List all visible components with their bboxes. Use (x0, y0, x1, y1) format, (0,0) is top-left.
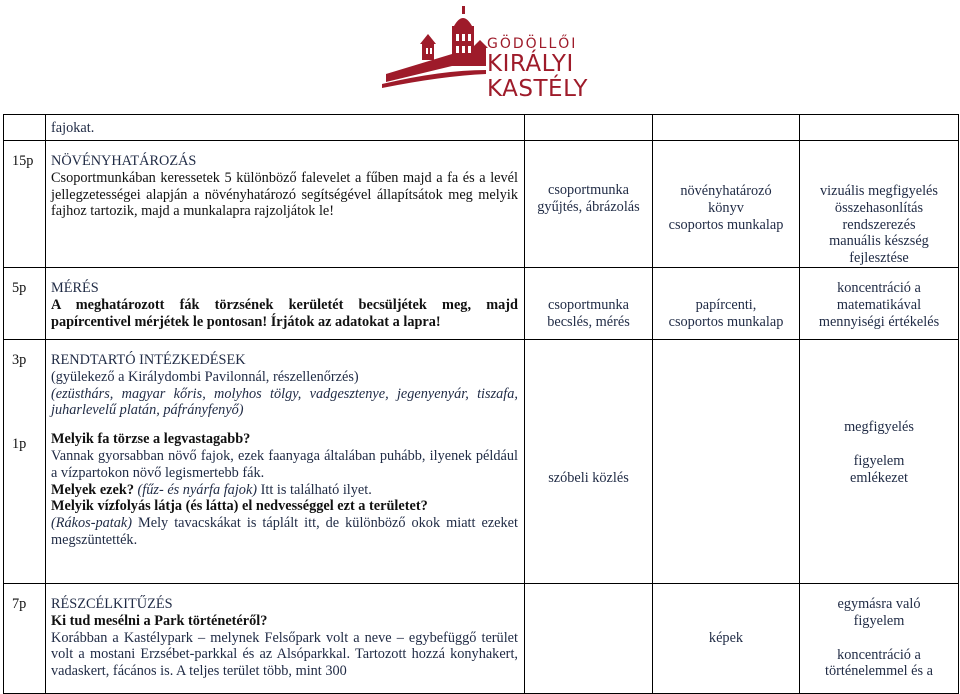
table-row (4, 339, 959, 583)
question-text: Ki tud mesélni a Park történetéről? (51, 612, 268, 629)
method-line: becslés, mérés (547, 313, 630, 330)
tools-line: papírcenti, (695, 296, 757, 313)
history-text: Korábban a Kastélypark – melynek Felsőpark volt a neve – egybefüggő terület volt a mostani Erzsébet-parkkal és az Alsóparkkal. Tartozott hozzá konyhakert, vadaskert, fácános is. A teljes terület több, mint 300 (51, 629, 518, 680)
row-text: fajokat. (51, 120, 95, 136)
skill-line: emlékezet (850, 469, 908, 486)
species-list: (ezüsthárs, magyar kőris, molyhos tölgy, vadgesztenye, jegenyenyár, tiszafa, juharlevelű platán, páfrányfenyő) (51, 385, 518, 419)
skills-cell (800, 583, 959, 693)
method-cell (525, 267, 653, 339)
task-text: Csoportmunkában keressetek 5 különböző falevelet a fűben majd a fa és a levél jellegzetességei alapján a növényhatározó segítségével állapítsátok meg melyik fajhoz tartozik, majd a munkalapra rajzoljátok le! (51, 169, 518, 220)
tools-line: csoportos munkalap (668, 313, 784, 330)
method-line: gyűjtés, ábrázolás (537, 198, 640, 215)
logo-text-godolloi: GÖDÖLLŐI (487, 36, 578, 52)
minutes-value: 7p (12, 595, 27, 612)
answer-text: (Rákos-patak) (51, 515, 132, 532)
description-cell (46, 267, 525, 339)
tools-line: képek (708, 629, 744, 646)
method-line: szóbeli közlés (548, 469, 629, 486)
lesson-plan-table (3, 114, 959, 694)
table-row (4, 267, 959, 339)
minutes-value: 1p (12, 435, 27, 452)
tools-line: csoportos munkalap (668, 216, 784, 233)
table-row (4, 115, 959, 141)
method-cell (525, 583, 653, 693)
skill-line: történelemmel és a (825, 663, 933, 680)
skills-cell (800, 339, 959, 583)
skill-line: mennyiségi értékelés (818, 313, 940, 330)
section-heading: RÉSZCÉLKITŰZÉS (51, 595, 173, 612)
section-heading: MÉRÉS (51, 279, 99, 296)
tools-cell (653, 583, 800, 693)
skill-line: egymásra való (837, 595, 921, 612)
minutes-value: 5p (12, 279, 27, 296)
logo-text-kiralyi: KIRÁLYI (487, 51, 574, 77)
minutes-cell (4, 141, 46, 268)
minutes-value: 3p (12, 351, 27, 368)
question-text: Melyik vízfolyás látja (és látta) el nedvességgel ezt a területet? (51, 498, 428, 515)
tools-cell (653, 115, 800, 141)
skill-line: koncentráció a (837, 279, 921, 296)
question-text: Melyik fa törzse a legvastagabb? (51, 431, 251, 448)
skill-line: összehasonlítás (834, 199, 924, 216)
skills-cell (800, 267, 959, 339)
description-cell (46, 141, 525, 268)
skills-cell (800, 141, 959, 268)
skill-line: fejlesztése (849, 250, 909, 267)
skill-line: figyelem (853, 612, 905, 629)
skill-line: koncentráció a (837, 646, 921, 663)
question-text: Melyek ezek? (51, 481, 134, 498)
method-line: csoportmunka (548, 296, 629, 313)
method-cell (525, 115, 653, 141)
skill-line: matematikával (836, 296, 922, 313)
info-text: Mely tavacskákat is táplált itt, de különböző okok miatt ezeket megszüntették. (51, 515, 518, 548)
tools-cell (653, 141, 800, 268)
logo-text-kastely: KASTÉLY (487, 76, 588, 102)
minutes-cell (4, 339, 46, 583)
skill-line: figyelem (853, 452, 905, 469)
method-cell (525, 339, 653, 583)
minutes-cell (4, 115, 46, 141)
skill-line: vizuális megfigyelés (820, 183, 938, 199)
minutes-value: 15p (12, 153, 34, 169)
skill-line: megfigyelés (844, 418, 914, 435)
task-text: A meghatározott fák törzsének kerületét becsüljétek meg, majd papírcentivel mérjétek le pontosan! Írjátok az adatokat a lapra! (51, 296, 518, 330)
tools-line: könyv (708, 199, 744, 216)
minutes-cell (4, 583, 46, 693)
skill-line: manuális készség (829, 233, 929, 250)
tools-cell (653, 339, 800, 583)
tools-line: növényhatározó (680, 183, 772, 199)
skill-line: rendszerezés (842, 216, 916, 233)
minutes-cell (4, 267, 46, 339)
section-heading: NÖVÉNYHATÁROZÁS (51, 153, 197, 169)
section-heading: RENDTARTÓ INTÉZKEDÉSEK (51, 351, 246, 368)
answer-text: (fűz- és nyárfa fajok) (137, 481, 258, 498)
skills-cell (800, 115, 959, 141)
location-text: (gyülekező a Királydombi Pavilonnál, részellenőrzés) (51, 368, 359, 385)
info-text: Itt is található ilyet. (260, 481, 372, 498)
method-line: csoportmunka (548, 182, 629, 199)
table-row (4, 583, 959, 693)
table-row (4, 141, 959, 268)
method-cell (525, 141, 653, 268)
description-cell (46, 115, 525, 141)
tools-cell (653, 267, 800, 339)
description-cell (46, 583, 525, 693)
info-text: Vannak gyorsabban növő fajok, ezek faanyaga általában puhább, ilyenek például a vízpartokon növő legismertebb fák. (51, 447, 518, 481)
description-cell (46, 339, 525, 583)
